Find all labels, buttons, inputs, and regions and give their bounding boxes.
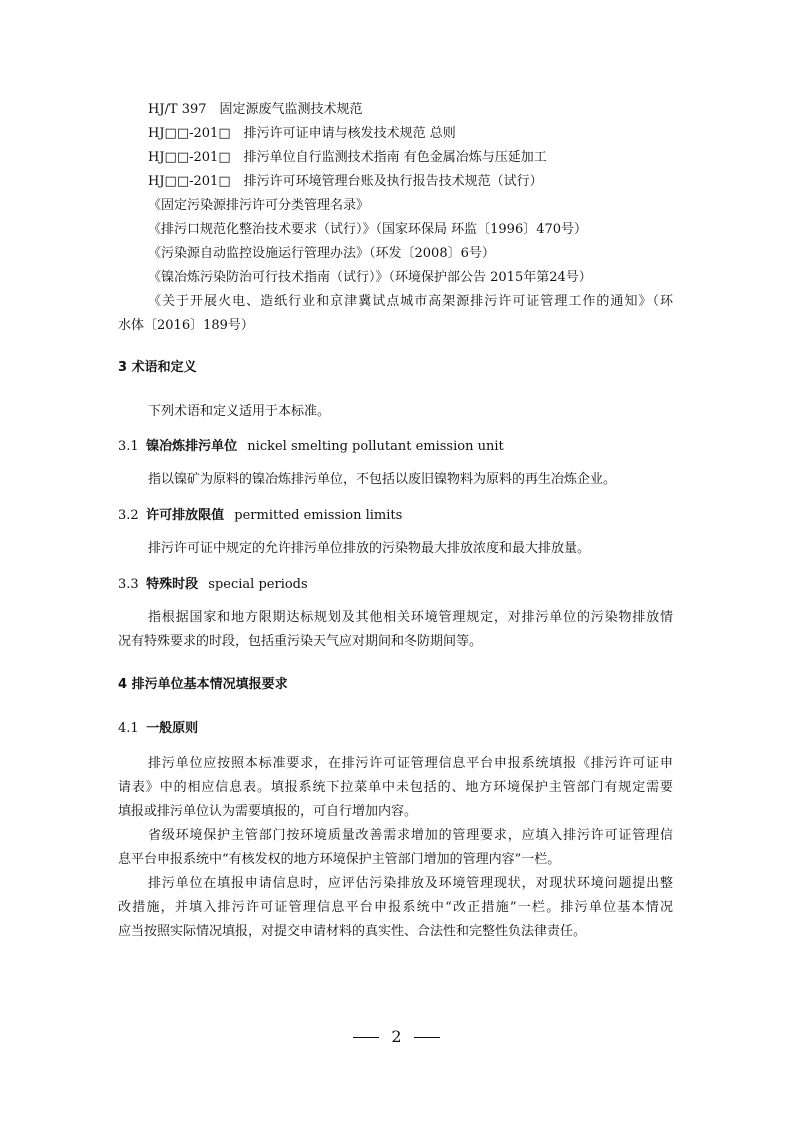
section-heading-3: 3 术语和定义 <box>118 360 197 375</box>
reference-item: HJ□□-201□ 排污许可环境管理台账及执行报告技术规范（试行） <box>148 174 543 189</box>
paragraph-line: 排污单位在填报申请信息时，应评估污染排放及环境管理现状，对现状环境问题提出整 <box>148 876 673 891</box>
term-chinese: 镍冶炼排污单位 <box>146 439 238 454</box>
reference-item: HJ□□-201□ 排污许可证申请与核发技术规范 总则 <box>148 126 456 141</box>
subsection-number: 4.1 <box>118 721 139 736</box>
reference-item-continuation: 水体〔2016〕189号） <box>118 318 254 333</box>
paragraph-line: 改措施，并填入排污许可证管理信息平台申报系统中“改正措施”一栏。排污单位基本情况 <box>118 900 673 915</box>
term-definition-continuation: 况有特殊要求的时段，包括重污染天气应对期间和冬防期间等。 <box>118 634 483 649</box>
dash-left <box>353 1037 379 1038</box>
reference-item: 《固定污染源排污许可分类管理名录》 <box>148 198 370 213</box>
term-number: 3.3 <box>118 577 139 592</box>
section-heading-4: 4 排污单位基本情况填报要求 <box>118 677 288 692</box>
reference-item: 《关于开展火电、造纸行业和京津冀试点城市高架源排污许可证管理工作的通知》（环 <box>148 294 673 309</box>
reference-item: 《镍冶炼污染防治可行技术指南（试行）》（环境保护部公告 2015年第24号） <box>148 270 592 285</box>
paragraph-line: 排污单位应按照本标准要求，在排污许可证管理信息平台申报系统填报《排污许可证申 <box>148 756 673 771</box>
reference-item: 《排污口规范化整治技术要求（试行）》（国家环保局 环监〔1996〕470号） <box>148 222 588 237</box>
paragraph-line: 省级环境保护主管部门按环境质量改善需求增加的管理要求，应填入排污许可证管理信 <box>148 828 673 843</box>
term-number: 3.2 <box>118 508 139 523</box>
reference-item: HJ□□-201□ 排污单位自行监测技术指南 有色金属冶炼与压延加工 <box>148 150 547 165</box>
page-number <box>0 1027 793 1047</box>
term-definition: 指根据国家和地方限期达标规划及其他相关环境管理规定，对排污单位的污染物排放情 <box>148 610 673 625</box>
paragraph-line: 息平台申报系统中“有核发权的地方环境保护主管部门增加的管理内容”一栏。 <box>118 852 561 867</box>
reference-item: 《污染源自动监控设施运行管理办法》（环发〔2008〕6号） <box>148 246 495 261</box>
term-chinese: 许可排放限值 <box>146 508 225 523</box>
term-chinese: 特殊时段 <box>146 577 199 592</box>
term-english: permitted emission limits <box>234 508 403 523</box>
term-heading-3-1 <box>118 438 504 456</box>
dash-right <box>414 1037 440 1038</box>
term-number: 3.1 <box>118 439 139 454</box>
term-definition: 指以镍矿为原料的镍冶炼排污单位，不包括以废旧镍物料为原料的再生冶炼企业。 <box>148 472 617 487</box>
page-number-value: 2 <box>391 1027 402 1046</box>
paragraph-line: 应当按照实际情况填报，对提交申请材料的真实性、合法性和完整性负法律责任。 <box>118 924 587 939</box>
subsection-title: 一般原则 <box>146 721 199 736</box>
reference-item: HJ/T 397 固定源废气监测技术规范 <box>148 102 363 117</box>
section-intro: 下列术语和定义适用于本标准。 <box>148 404 331 419</box>
term-english: special periods <box>208 577 308 592</box>
term-heading-3-2 <box>118 507 402 525</box>
paragraph-line: 填报或排污单位认为需要填报的，可自行增加内容。 <box>118 804 418 819</box>
term-heading-3-3 <box>118 576 308 594</box>
subsection-heading-4-1 <box>118 720 204 738</box>
term-definition: 排污许可证中规定的允许排污单位排放的污染物最大排放浓度和最大排放量。 <box>148 541 591 556</box>
term-english: nickel smelting pollutant emission unit <box>247 439 504 454</box>
paragraph-line: 请表》中的相应信息表。填报系统下拉菜单中未包括的、地方环境保护主管部门有规定需要 <box>118 780 673 795</box>
